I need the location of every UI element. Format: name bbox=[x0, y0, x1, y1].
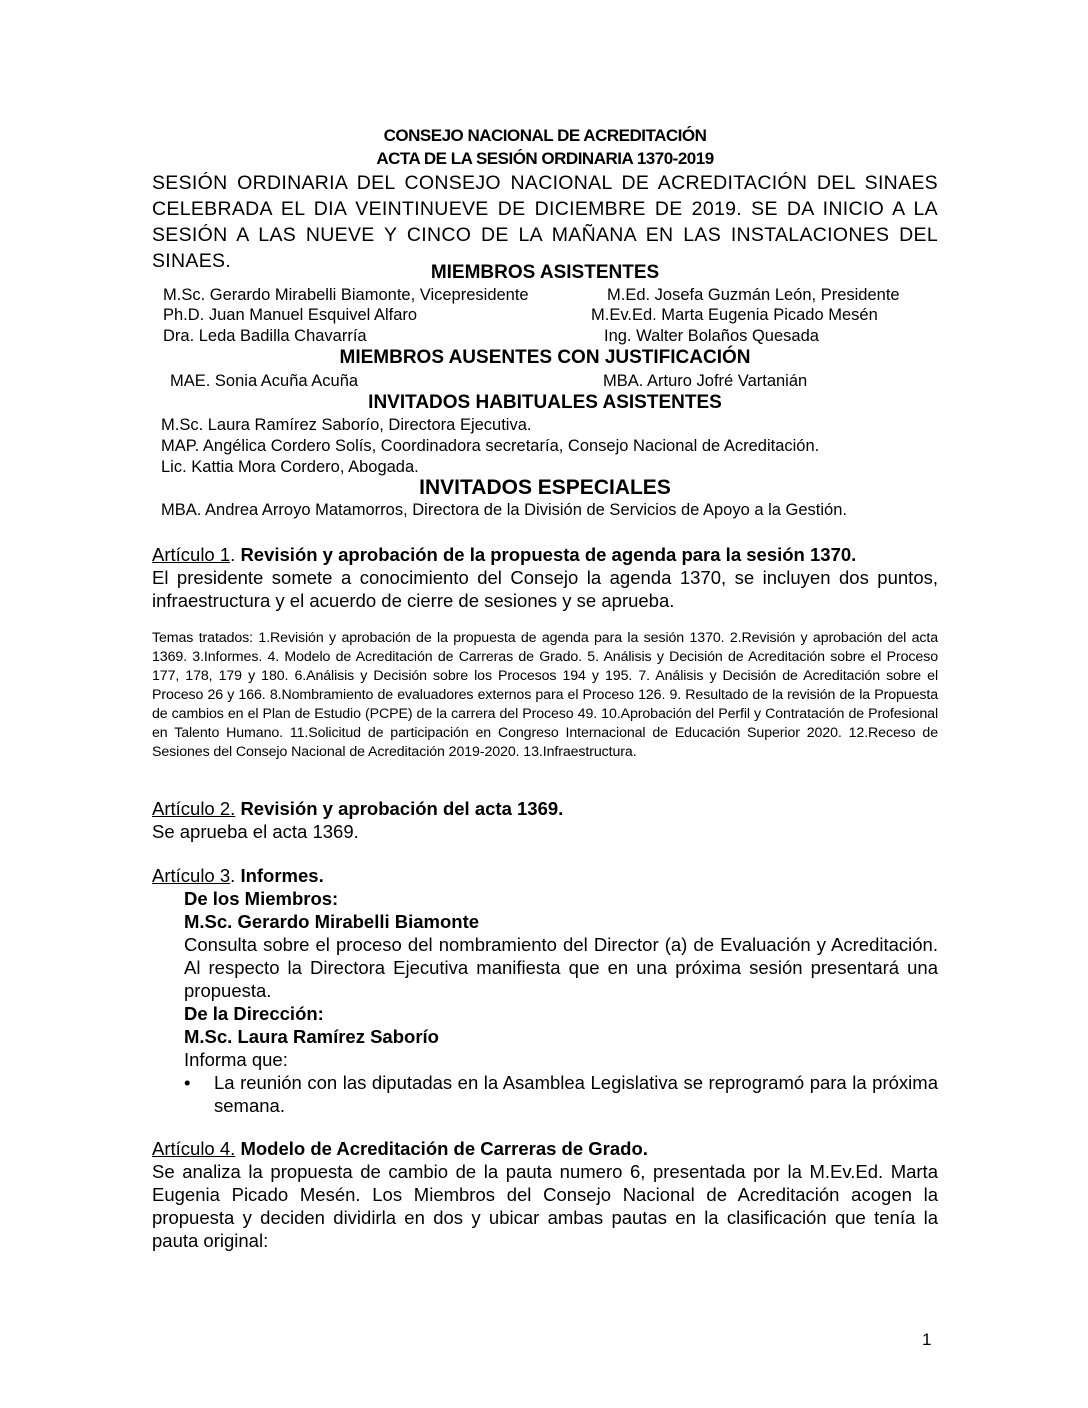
absent-member-left: MAE. Sonia Acuña Acuña bbox=[170, 372, 359, 390]
heading-invitados-habituales: INVITADOS HABITUALES ASISTENTES bbox=[368, 392, 722, 413]
special-guest-1: MBA. Andrea Arroyo Matamorros, Directora de la División de Servicios de Apoyo a la Gestión. bbox=[161, 501, 847, 519]
page-number: 1 bbox=[922, 1330, 932, 1349]
article-3-heading: Informes. bbox=[240, 865, 324, 886]
article-4-heading: Modelo de Acreditación de Carreras de Grado. bbox=[240, 1138, 648, 1159]
article-2-body: Se aprueba el acta 1369. bbox=[152, 821, 359, 842]
article-4-label: Artículo 4. bbox=[152, 1138, 236, 1159]
article-2-title bbox=[152, 797, 938, 820]
absent-member-right: MBA. Arturo Jofré Vartanián bbox=[603, 372, 808, 390]
member-right-1: M.Ed. Josefa Guzmán León, Presidente bbox=[607, 286, 900, 304]
document-title: CONSEJO NACIONAL DE ACREDITACIÓN bbox=[383, 126, 707, 145]
member-right-3: Ing. Walter Bolaños Quesada bbox=[604, 327, 819, 345]
bullet-icon: • bbox=[184, 1072, 191, 1093]
article-4-body: Se analiza la propuesta de cambio de la pauta numero 6, presentada por la M.Ev.Ed. Marta Eugenia Picado Mesén. Los Miembros del Consejo Nacional de Acreditación acogen la propuesta y deciden dividirla en dos y ubicar ambas pautas en la clasificación que tenía la pauta original: bbox=[152, 1161, 938, 1251]
document-subtitle: ACTA DE LA SESIÓN ORDINARIA 1370-2019 bbox=[376, 149, 714, 168]
heading-miembros-ausentes: MIEMBROS AUSENTES CON JUSTIFICACIÓN bbox=[339, 347, 751, 368]
member-report-name: M.Sc. Gerardo Mirabelli Biamonte bbox=[184, 911, 480, 932]
article-1-title: Artículo 1. Revisión y aprobación de la propuesta de agenda para la sesión 1370. bbox=[152, 544, 857, 565]
topics-paragraph: Temas tratados: 1.Revisión y aprobación de la propuesta de agenda para la sesión 1370. 2.Revisión y aprobación del acta 1369. 3.Informes. 4. Modelo de Acreditación de Carreras de Grado. 5. Análisis y Decisión de Acreditación sobre el Proceso 177, 178, 179 y 180. 6.Análisis y Decisión sobre los Procesos 194 y 195. 7. Análisis y Decisión de Acreditación sobre el Proceso 26 y 166. 8.Nombramiento de evaluadores externos para el Proceso 126. 9. Resultado de la revisión de la Propuesta de cambios en el Plan de Estudio (PCPE) de la carrera del Proceso 49. 10.Aprobación del Perfil y Contratación de Profesional en Talento Humano. 11.Solicitud de participación en Congreso Internacional de Educación Superior 2020. 12.Receso de Sesiones del Consejo Nacional de Acreditación 2019-2020. 13.Infraestructura. bbox=[152, 630, 938, 760]
direction-bullet-item bbox=[184, 1071, 938, 1117]
article-2-label: Artículo 2. bbox=[152, 798, 236, 819]
intro-paragraph: SESIÓN ORDINARIA DEL CONSEJO NACIONAL DE ACREDITACIÓN DEL SINAES CELEBRADA EL DIA VEINTINUEVE DE DICIEMBRE DE 2019. SE DA INICIO A LA SESIÓN A LAS NUEVE Y CINCO DE LA MAÑANA EN LAS INSTALACIONES DEL SINAES. bbox=[152, 172, 938, 272]
article-1-heading: Revisión y aprobación de la propuesta de agenda para la sesión 1370. bbox=[240, 544, 857, 565]
habitual-guest-1: M.Sc. Laura Ramírez Saborío, Directora Ejecutiva. bbox=[161, 416, 532, 434]
member-right-2: M.Ev.Ed. Marta Eugenia Picado Mesén bbox=[591, 306, 878, 324]
direction-bullet-text: La reunión con las diputadas en la Asamblea Legislativa se reprogramó para la próxima semana. bbox=[214, 1072, 938, 1116]
article-2-heading: Revisión y aprobación del acta 1369. bbox=[240, 798, 564, 819]
article-1-body: El presidente somete a conocimiento del Consejo la agenda 1370, se incluyen dos puntos, infraestructura y el acuerdo de cierre de sesiones y se aprueba. bbox=[152, 567, 938, 611]
article-3-label: Artículo 3 bbox=[152, 865, 231, 886]
heading-invitados-especiales: INVITADOS ESPECIALES bbox=[419, 476, 671, 499]
member-report-body: Consulta sobre el proceso del nombramiento del Director (a) de Evaluación y Acreditación. Al respecto la Directora Ejecutiva manifiesta que en una próxima sesión presentará una propuesta. bbox=[184, 934, 938, 1001]
member-left-2: Ph.D. Juan Manuel Esquivel Alfaro bbox=[163, 306, 418, 324]
direction-informa: Informa que: bbox=[184, 1049, 288, 1070]
habitual-guest-2: MAP. Angélica Cordero Solís, Coordinadora secretaría, Consejo Nacional de Acreditación. bbox=[161, 437, 820, 455]
article-3-title: Artículo 3. Informes. bbox=[152, 865, 324, 886]
members-subheading: De los Miembros: bbox=[184, 888, 339, 909]
member-left-3: Dra. Leda Badilla Chavarría bbox=[163, 327, 367, 345]
article-1-label: Artículo 1 bbox=[152, 544, 231, 565]
habitual-guest-3: Lic. Kattia Mora Cordero, Abogada. bbox=[161, 458, 419, 476]
direction-subheading: De la Dirección: bbox=[184, 1003, 324, 1024]
article-4-title bbox=[152, 1137, 938, 1160]
member-left-1: M.Sc. Gerardo Mirabelli Biamonte, Vicepresidente bbox=[163, 286, 529, 304]
direction-report-name: M.Sc. Laura Ramírez Saborío bbox=[184, 1026, 439, 1047]
heading-miembros-asistentes: MIEMBROS ASISTENTES bbox=[430, 262, 660, 283]
